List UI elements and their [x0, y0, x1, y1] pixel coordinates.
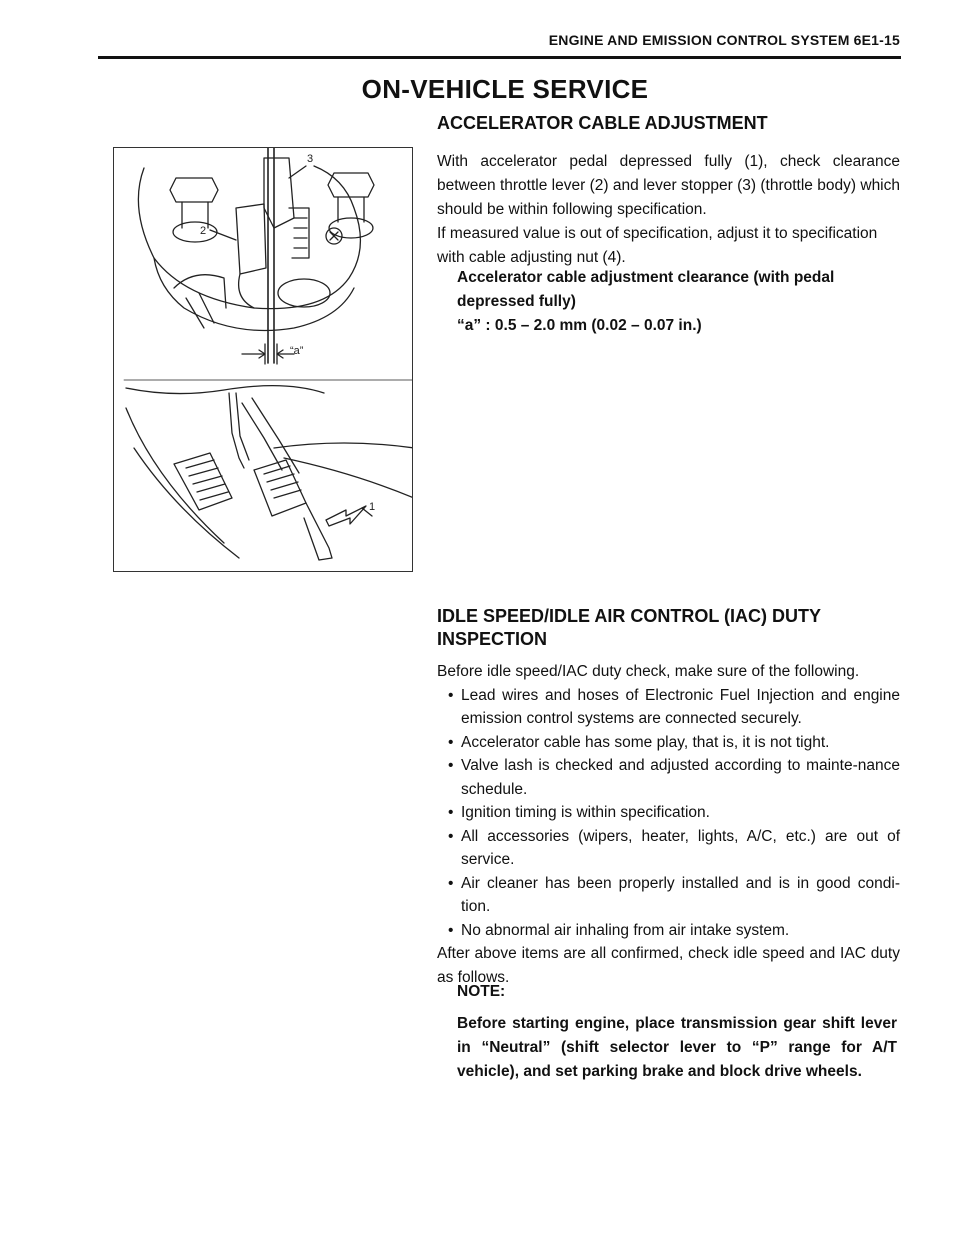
idle-check-intro: Before idle speed/IAC duty check, make sure of the following.: [437, 663, 860, 680]
accelerator-figure: [113, 147, 413, 572]
accelerator-illustration: [114, 148, 413, 572]
idle-heading-line-1: IDLE SPEED/IDLE AIR CONTROL (IAC) DUTY: [437, 606, 822, 626]
clearance-spec: [457, 266, 897, 338]
clearance-spec-value: “a” : 0.5 – 2.0 mm (0.02 – 0.07 in.): [457, 317, 702, 334]
list-item: • No abnormal air inhaling from air intake system.: [448, 921, 790, 939]
section-heading-accelerator: ACCELERATOR CABLE ADJUSTMENT: [437, 113, 768, 133]
accelerator-instructions: [437, 150, 900, 270]
accelerator-paragraph-2: If measured value is out of specification, adjust it to specification with cable adjusting nut (4).: [437, 225, 878, 266]
list-item: • Air cleaner has been properly installed and is in good condi-tion.: [448, 874, 900, 915]
figure-label-1: 1: [369, 501, 376, 513]
prerequisite-list: [437, 684, 900, 943]
idle-heading-line-2: INSPECTION: [437, 629, 548, 649]
accelerator-paragraph-1: With accelerator pedal depressed fully (1), check clearance between throttle lever (2) and lever stopper (3) (throttle body) which should be within following specification.: [437, 153, 900, 218]
figure-label-2: 2: [200, 225, 207, 237]
figure-label-3: 3: [307, 153, 314, 165]
list-item: • Ignition timing is within specification.: [448, 804, 710, 821]
list-item: • Valve lash is checked and adjusted according to mainte-nance schedule.: [448, 757, 900, 798]
list-item: • All accessories (wipers, heater, lights, A/C, etc.) are out of service.: [448, 827, 900, 868]
idle-check-list: [437, 660, 900, 989]
header-rule: [98, 56, 901, 59]
note-label: NOTE:: [457, 983, 506, 1000]
section-heading-idle-speed: [437, 605, 821, 651]
running-header: ENGINE AND EMISSION CONTROL SYSTEM 6E1-15: [548, 32, 900, 48]
list-item: • Accelerator cable has some play, that is, it is not tight.: [448, 733, 830, 751]
clearance-spec-title: Accelerator cable adjustment clearance (with pedal depressed fully): [457, 269, 835, 310]
idle-check-outro: After above items are all confirmed, check idle speed and IAC duty as follows.: [437, 945, 900, 986]
page-title: ON-VEHICLE SERVICE: [361, 74, 649, 104]
note-text: Before starting engine, place transmission gear shift lever in “Neutral” (shift selector lever to “P” range for A/T vehicle), and set parking brake and block drive wheels.: [457, 1015, 897, 1080]
note-box: [457, 980, 897, 1084]
figure-label-a: “a”: [290, 345, 304, 357]
list-item: • Lead wires and hoses of Electronic Fuel Injection and engine emission control systems are connected securely.: [448, 686, 900, 727]
